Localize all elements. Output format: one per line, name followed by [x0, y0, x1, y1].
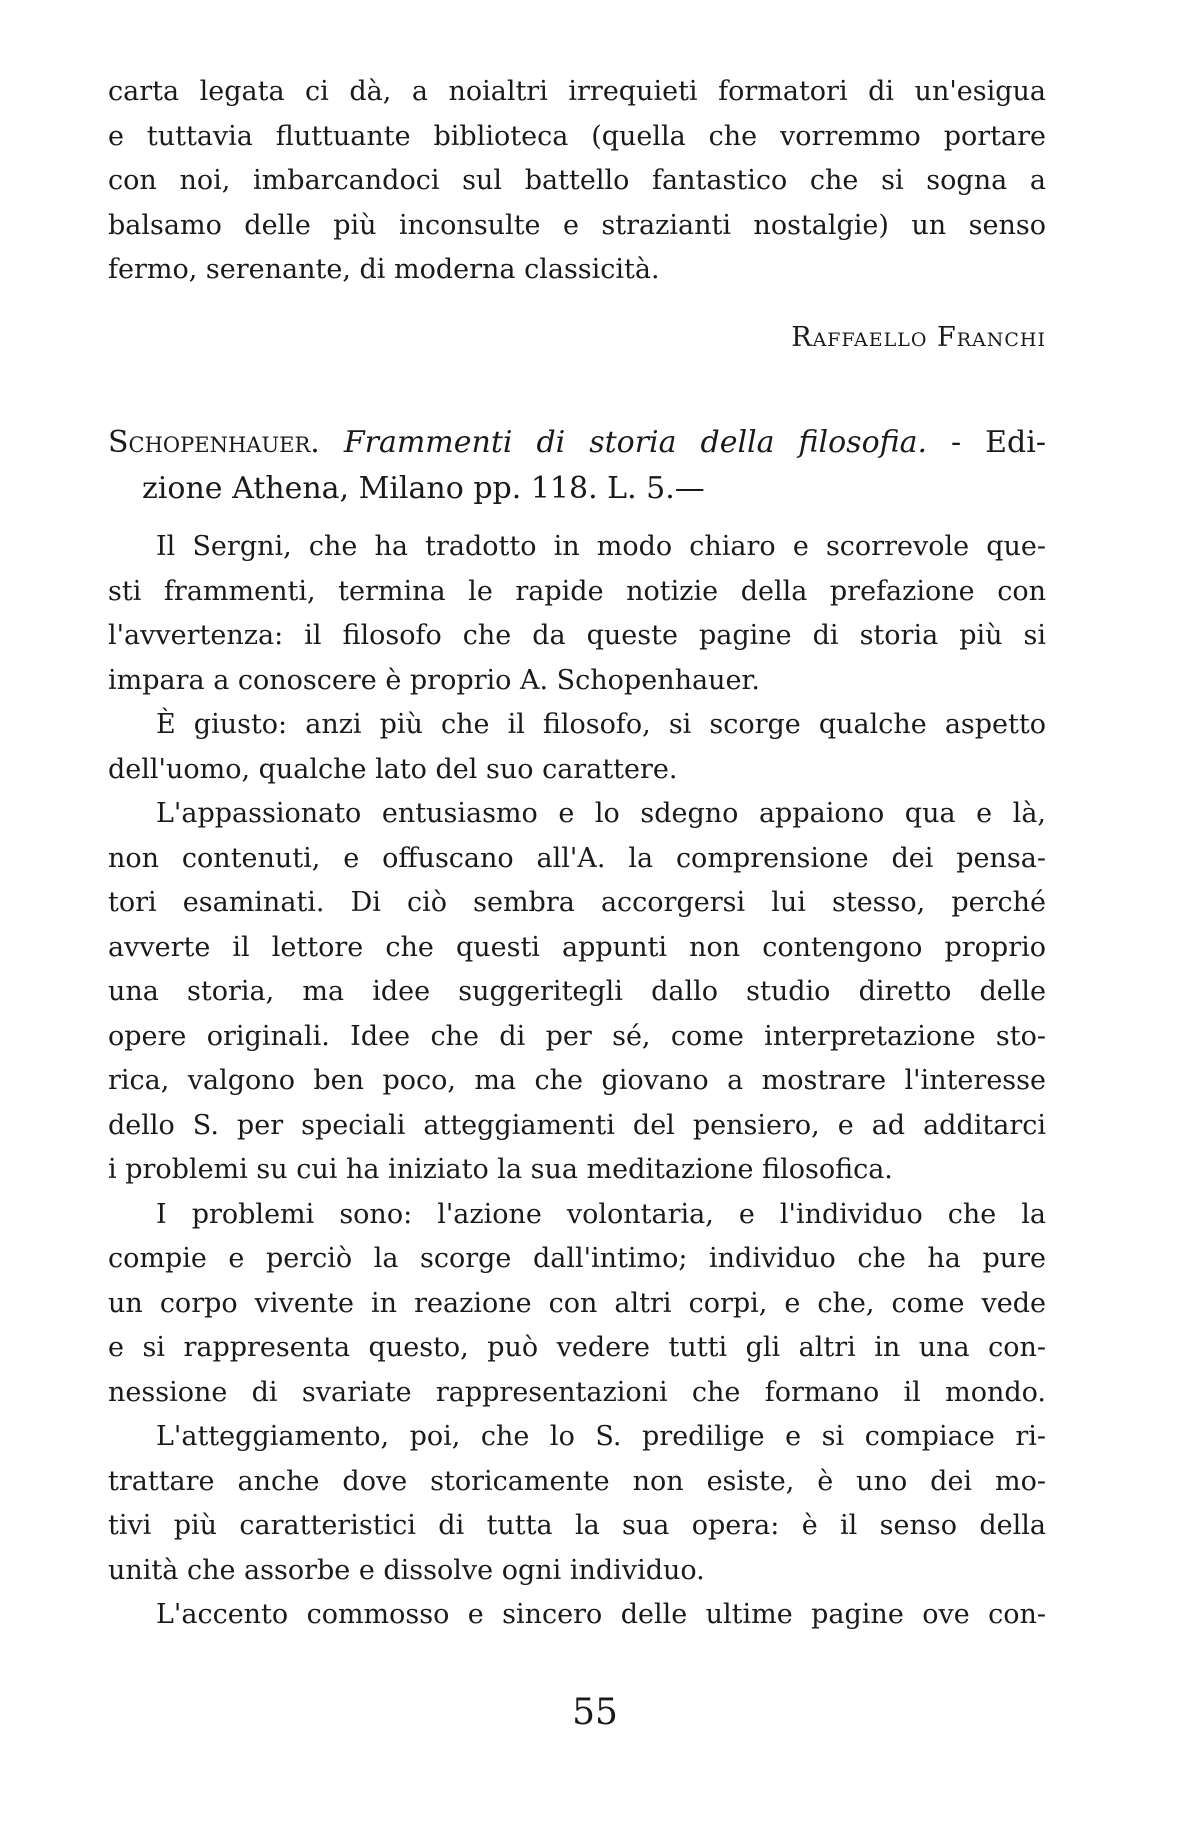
text-line: tori esaminati. Di ciò sembra accorgersi lui stesso, perché	[108, 887, 1046, 918]
text-line: un corpo vivente in reazione con altri corpi, e che, come vede	[108, 1287, 1046, 1319]
author-signature: Raffaello Franchi	[791, 322, 1046, 353]
review-header-line-1	[108, 420, 1046, 466]
text-line: con noi, imbarcandoci sul battello fantastico che si sogna a	[108, 165, 1046, 196]
text-line: Il Sergni, che ha tradotto in modo chiaro e scorrevole que-	[156, 531, 1046, 562]
text-line: È giusto: anzi più che il filosofo, si scorge qualche aspetto	[156, 709, 1046, 740]
reviewed-title: Frammenti di storia della filosofia.	[343, 425, 928, 460]
text-line: tivi più caratteristici di tutta la sua opera: è il senso della	[108, 1510, 1046, 1541]
opening-paragraph	[108, 70, 1046, 293]
text-line: dell'uomo, qualche lato del suo carattere.	[108, 753, 678, 785]
text-line: l'avvertenza: il filosofo che da queste pagine di storia più si	[108, 620, 1046, 651]
text-line: impara a conoscere è proprio A. Schopenhauer.	[108, 664, 760, 696]
text-line: L'appassionato entusiasmo e lo sdegno appaiono qua e là,	[156, 798, 1046, 829]
text-line: e tuttavia fluttuante biblioteca (quella che vorremmo portare	[108, 120, 1046, 152]
text-line: rica, valgono ben poco, ma che giovano a mostrare l'interesse	[108, 1065, 1046, 1096]
text-line: nessione di svariate rappresentazioni che formano il mondo.	[108, 1376, 1046, 1408]
text-line: una storia, ma idee suggeritegli dallo studio diretto delle	[108, 976, 1046, 1007]
review-header	[108, 420, 1046, 512]
text-line: dello S. per speciali atteggiamenti del pensiero, e ad additarci	[108, 1109, 1046, 1141]
text-line: non contenuti, e offuscano all'A. la comprensione dei pensa-	[108, 842, 1046, 874]
text-line: trattare anche dove storicamente non esiste, è uno dei mo-	[108, 1465, 1046, 1497]
edition-prefix: - Edi-	[951, 425, 1046, 460]
text-line: compie e perciò la scorge dall'intimo; individuo che ha pure	[108, 1243, 1046, 1274]
text-line: carta legata ci dà, a noialtri irrequieti formatori di un'esigua	[108, 76, 1046, 107]
text-line: I problemi sono: l'azione volontaria, e l'individuo che la	[156, 1198, 1046, 1230]
reviewed-author: Schopenhauer.	[108, 425, 320, 460]
text-line: balsamo delle più inconsulte e strazianti nostalgie) un senso	[108, 209, 1046, 241]
text-line: fermo, serenante, di moderna classicità.	[108, 254, 660, 285]
text-line: L'accento commosso e sincero delle ultime pagine ove con-	[156, 1599, 1046, 1630]
review-header-details: zione Athena, Milano pp. 118. L. 5.—	[142, 471, 705, 506]
text-line: avverte il lettore che questi appunti non contengono proprio	[108, 931, 1046, 963]
review-body	[108, 525, 1046, 1638]
page-number: 55	[572, 1692, 618, 1733]
text-line: sti frammenti, termina le rapide notizie della prefazione con	[108, 575, 1046, 607]
text-line: i problemi su cui ha iniziato la sua meditazione filosofica.	[108, 1154, 893, 1185]
text-line: L'atteggiamento, poi, che lo S. predilige e si compiace ri-	[156, 1421, 1046, 1452]
text-line: e si rappresenta questo, può vedere tutti gli altri in una con-	[108, 1332, 1046, 1363]
text-line: opere originali. Idee che di per sé, come interpretazione sto-	[108, 1020, 1046, 1052]
text-line: unità che assorbe e dissolve ogni individuo.	[108, 1554, 705, 1586]
